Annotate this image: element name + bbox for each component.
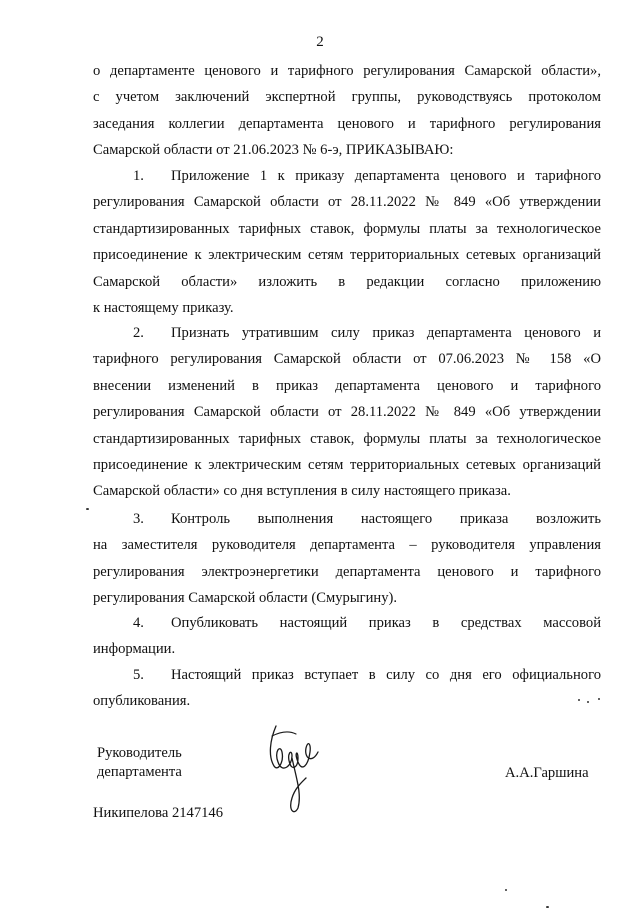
scan-speck: [546, 906, 549, 908]
order-item-2: [93, 320, 601, 505]
text-line: регулирования Самарской области (Смурыгину).: [93, 590, 398, 607]
item-first-line: [93, 320, 601, 346]
order-item-1: [93, 163, 601, 321]
item-text: Признать утратившим силу приказ департамента ценового и: [171, 325, 601, 341]
text-line: стандартизированных тарифных ставок, формулы платы за технологическое: [93, 220, 601, 237]
signatory-name: А.А.Гаршина: [505, 765, 589, 781]
item-number: 1.: [133, 168, 144, 184]
text-line: тарифного регулирования Самарской области от 07.06.2023 № 158 «О: [93, 351, 601, 368]
item-text: Контроль выполнения настоящего приказа возложить: [171, 511, 601, 527]
signatory-title: [97, 744, 182, 782]
item-number: 3.: [133, 511, 144, 527]
text-line: регулирования Самарской области от 28.11.2022 № 849 «Об утверждении: [93, 404, 601, 421]
text-line: присоединение к электрическим сетям территориальных сетевых организаций: [93, 247, 601, 264]
item-text: Опубликовать настоящий приказ в средствах массовой: [171, 615, 601, 631]
text-line: Самарской области» изложить в редакции согласно приложению: [93, 273, 601, 290]
text-line: информации.: [93, 641, 176, 658]
signatory-title-line: департамента: [97, 764, 182, 780]
text-line: внесении изменений в приказ департамента ценового и тарифного: [93, 377, 601, 394]
text-line: присоединение к электрическим сетям территориальных сетевых организаций: [93, 456, 601, 473]
author-contact: Никипелова 2147146: [93, 805, 224, 821]
item-text: Приложение 1 к приказу департамента ценового и тарифного: [171, 168, 601, 184]
scan-speck: [598, 698, 600, 700]
text-line: Самарской области» со дня вступления в силу настоящего приказа.: [93, 483, 511, 500]
text-line: на заместителя руководителя департамента – руководителя управления: [93, 537, 601, 554]
item-first-line: [93, 163, 601, 189]
text-line: о департаменте ценового и тарифного регулирования Самарской области»,: [93, 63, 601, 79]
text-line: Самарской области от 21.06.2023 № 6-э, ПРИКАЗЫВАЮ:: [93, 142, 454, 159]
text-line: заседания коллегии департамента ценового и тарифного регулирования: [93, 115, 601, 132]
scan-speck: [505, 889, 507, 891]
signatory-title-line: Руководитель: [97, 745, 182, 761]
scan-speck: [578, 699, 580, 701]
text-line: с учетом заключений экспертной группы, руководствуясь протоколом: [93, 89, 601, 106]
scan-speck: [86, 508, 89, 510]
item-number: 5.: [133, 667, 144, 683]
order-item-5: [93, 662, 601, 715]
order-item-3: [93, 506, 601, 612]
handwritten-signature: [262, 722, 322, 817]
scan-speck: [587, 701, 589, 703]
text-line: стандартизированных тарифных ставок, формулы платы за технологическое: [93, 430, 601, 447]
item-first-line: [93, 610, 601, 636]
text-line: регулирования электроэнергетики департамента ценового и тарифного: [93, 563, 601, 580]
text-line: к настоящему приказу.: [93, 299, 234, 316]
order-item-4: [93, 610, 601, 663]
text-line: опубликования.: [93, 693, 191, 710]
page-number: 2: [316, 34, 324, 50]
text-line: регулирования Самарской области от 28.11.2022 № 849 «Об утверждении: [93, 194, 601, 211]
item-first-line: [93, 506, 601, 532]
intro-paragraph: [93, 58, 601, 164]
item-first-line: [93, 662, 601, 688]
item-number: 2.: [133, 325, 144, 341]
item-number: 4.: [133, 615, 144, 631]
item-text: Настоящий приказ вступает в силу со дня его официального: [171, 667, 601, 683]
